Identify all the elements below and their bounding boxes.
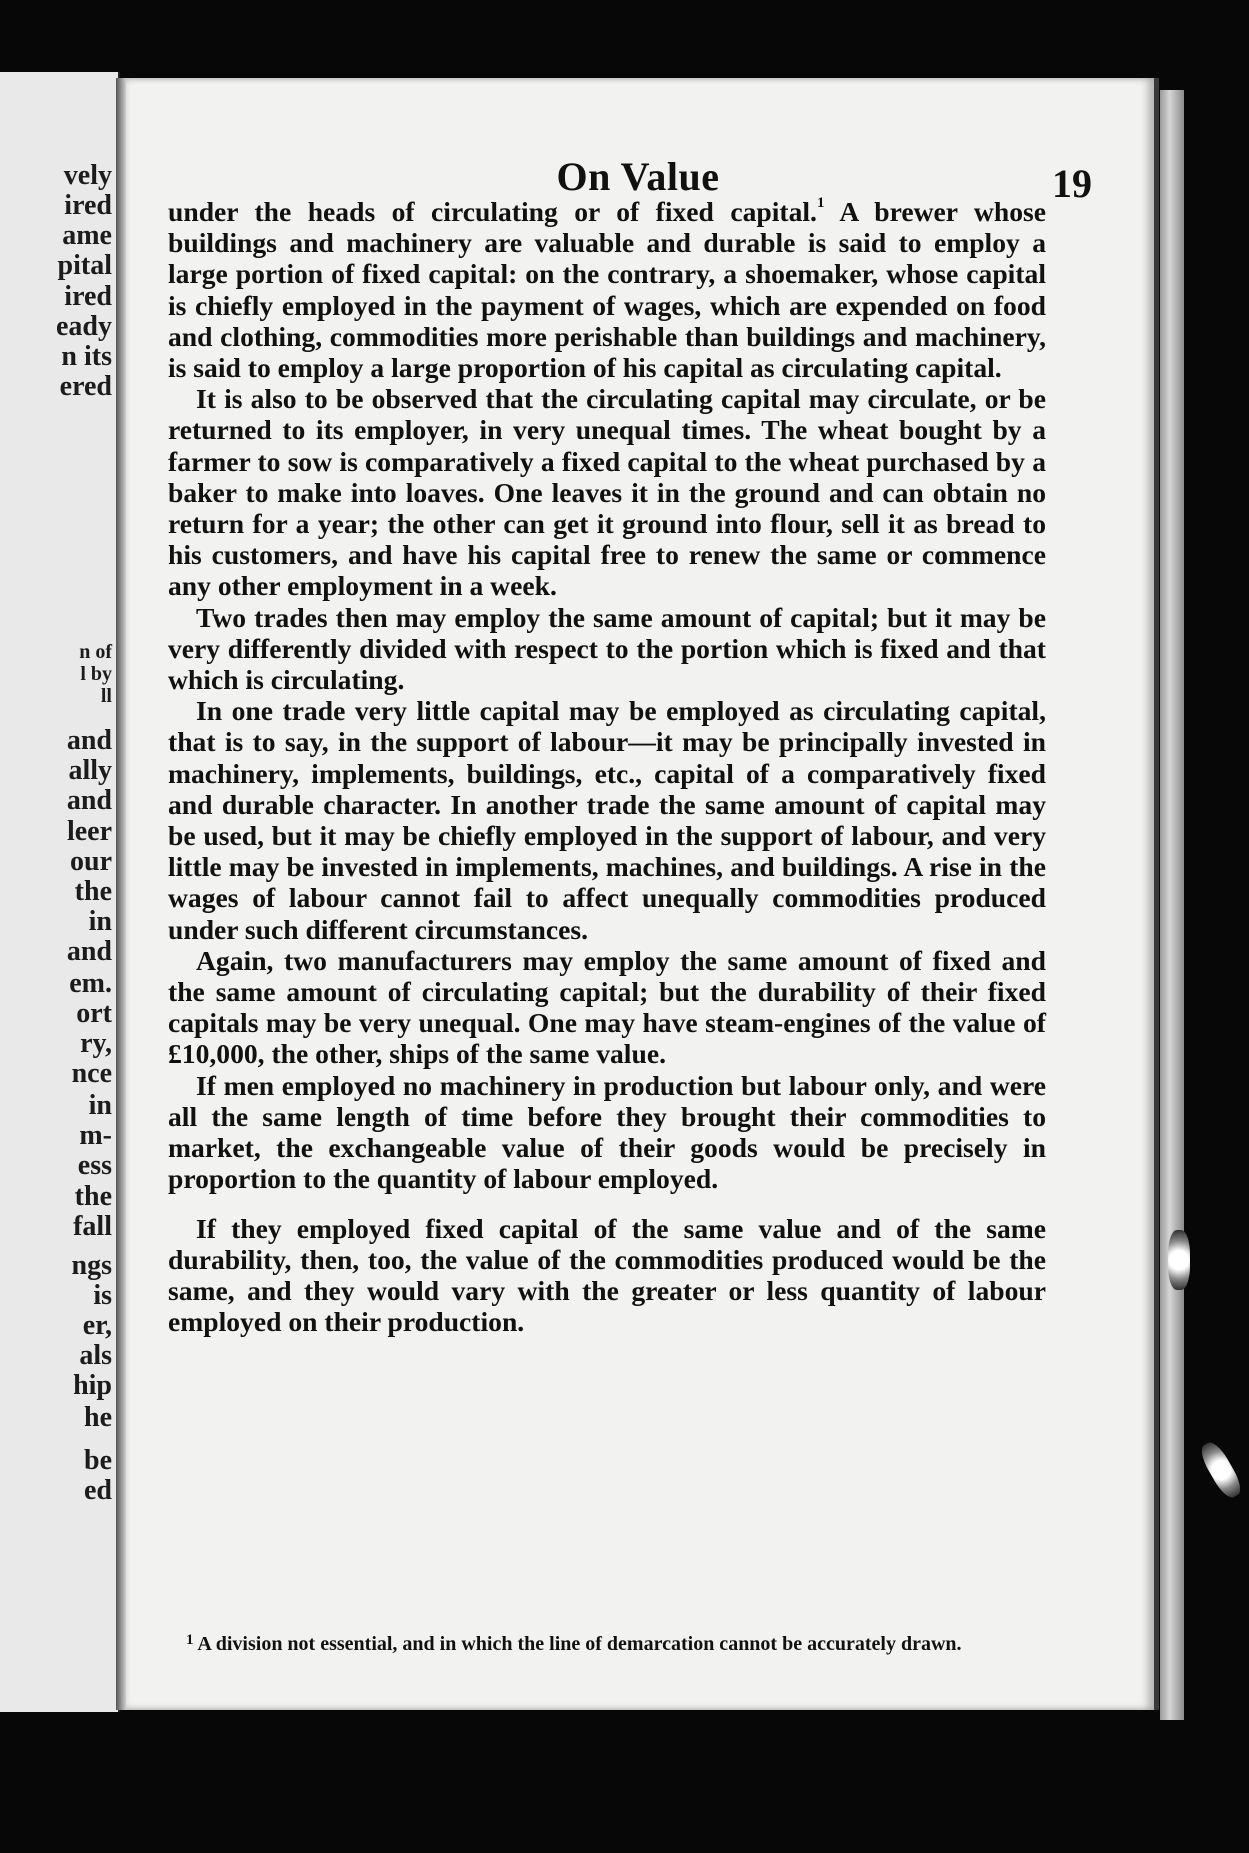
left-page-fragment: eady [56, 311, 112, 342]
paragraph-1-text: under the heads of circulating or of fixed capital. [168, 196, 817, 227]
left-page-fragment: er, [82, 1310, 112, 1341]
paragraph-5: Again, two manufacturers may employ the same amount of fixed and the same amount of circulating capital; but the durability of their fixed capitals may be very unequal. One may have steam-engines of the value of £10,000, the other, ships of the same value. [168, 944, 1046, 1070]
page-stack-edge [1160, 90, 1184, 1720]
paragraph-2: It is also to be observed that the circulating capital may circulate, or be returned to its employer, in very unequal times. The wheat bought by a farmer to sow is comparatively a fixed capital to the wheat purchased by a baker to make into loaves. One leaves it in the ground and can obtain no return for a year; the other can get it ground into flour, sell it as bread to his customers, and have his capital free to renew the same or commence any other employment in a week. [168, 383, 1046, 602]
left-page-fragment: m- [79, 1120, 112, 1151]
paragraph-6: If men employed no machinery in production but labour only, and were all the same length of time before they brought their commodities to market, the exchangeable value of their goods would be precisely in proportion to the quantity of labour employed. [168, 1069, 1046, 1195]
left-page-fragment: leer [66, 816, 112, 847]
left-page-fragment: ered [59, 371, 112, 402]
running-head: On Value [556, 154, 720, 199]
paragraph-1 [168, 196, 1046, 383]
left-page-fragment: in [88, 1090, 112, 1121]
binding-clip-upper [1168, 1230, 1190, 1290]
left-page-fragment: n its [61, 341, 112, 372]
left-page-fragment: and [66, 936, 112, 967]
left-page-fragment: and [66, 785, 112, 816]
book-page [122, 78, 1159, 1710]
left-page-fragment: l by [80, 663, 112, 685]
binding-clip-lower [1196, 1439, 1245, 1502]
left-page-fragment: ngs [71, 1250, 112, 1281]
left-page-fragment: the [74, 876, 112, 907]
left-page-fragment: hip [73, 1370, 112, 1401]
left-page-fragment: ired [64, 190, 112, 221]
left-page-edge [0, 72, 120, 1712]
paragraph-3: Two trades then may employ the same amount of capital; but it may be very differently divided with respect to the portion which is fixed and that which is circulating. [168, 601, 1046, 696]
left-page-fragment: em. [69, 968, 112, 999]
left-page-fragment: n of [79, 641, 112, 663]
footnote-text [166, 1633, 1046, 1656]
left-page-fragment: fall [73, 1211, 112, 1242]
left-page-fragment: is [93, 1280, 112, 1311]
left-page-fragment: he [84, 1402, 112, 1433]
left-page-fragment: ally [68, 755, 112, 786]
paragraph-1-text-cont: A brewer whose buildings and machinery are valuable and durable is said to employ a large portion of fixed capital: on the contrary, a shoemaker, whose capital is chiefly employed in the payment of wages, which are expended on food and clothing, commodities more perishable than buildings and machinery, is said to employ a large proportion of his capital as circulating capital. [168, 196, 1046, 384]
left-page-fragment: ired [64, 281, 112, 312]
left-page-fragment: ort [76, 998, 112, 1029]
left-page-fragment: ed [84, 1475, 112, 1506]
left-page-fragment: ess [77, 1150, 112, 1181]
left-page-fragment: nce [71, 1058, 112, 1089]
left-page-fragment: pital [57, 250, 112, 281]
body-text [168, 196, 1046, 1337]
footnote-mark: 1 [186, 1632, 194, 1648]
left-page-fragment: our [70, 846, 112, 877]
left-page-fragment: vely [63, 160, 112, 191]
left-page-fragment: and [66, 725, 112, 756]
left-page-fragment: ame [62, 220, 112, 251]
paragraph-7: If they employed fixed capital of the same value and of the same durability, then, too, the value of the commodities produced would be the same, and they would vary with the greater or less quantity of labour employed on their production. [168, 1212, 1046, 1338]
footnote-body: A division not essential, and in which the line of demarcation cannot be accurately drawn. [193, 1633, 962, 1655]
left-page-fragment: in [88, 906, 112, 937]
left-page-fragment: the [74, 1181, 112, 1212]
footnote [166, 1633, 1046, 1656]
left-page-fragment: ry, [80, 1028, 112, 1059]
paragraph-4: In one trade very little capital may be employed as circulating capital, that is to say, in the support of labour—it may be principally invested in machinery, implements, buildings, etc., capital of a comparatively fixed and durable character. In another trade the same amount of capital may be used, but it may be chiefly employed in the support of labour, and very little may be invested in implements, machines, and buildings. A rise in the wages of labour cannot fail to affect unequally commodities produced under such different circumstances. [168, 695, 1046, 945]
left-page-fragment: be [84, 1445, 112, 1476]
footnote-marker: 1 [816, 195, 825, 211]
page-number: 19 [1052, 161, 1092, 206]
left-page-fragment: als [79, 1340, 112, 1371]
left-page-fragment: ll [100, 685, 112, 707]
